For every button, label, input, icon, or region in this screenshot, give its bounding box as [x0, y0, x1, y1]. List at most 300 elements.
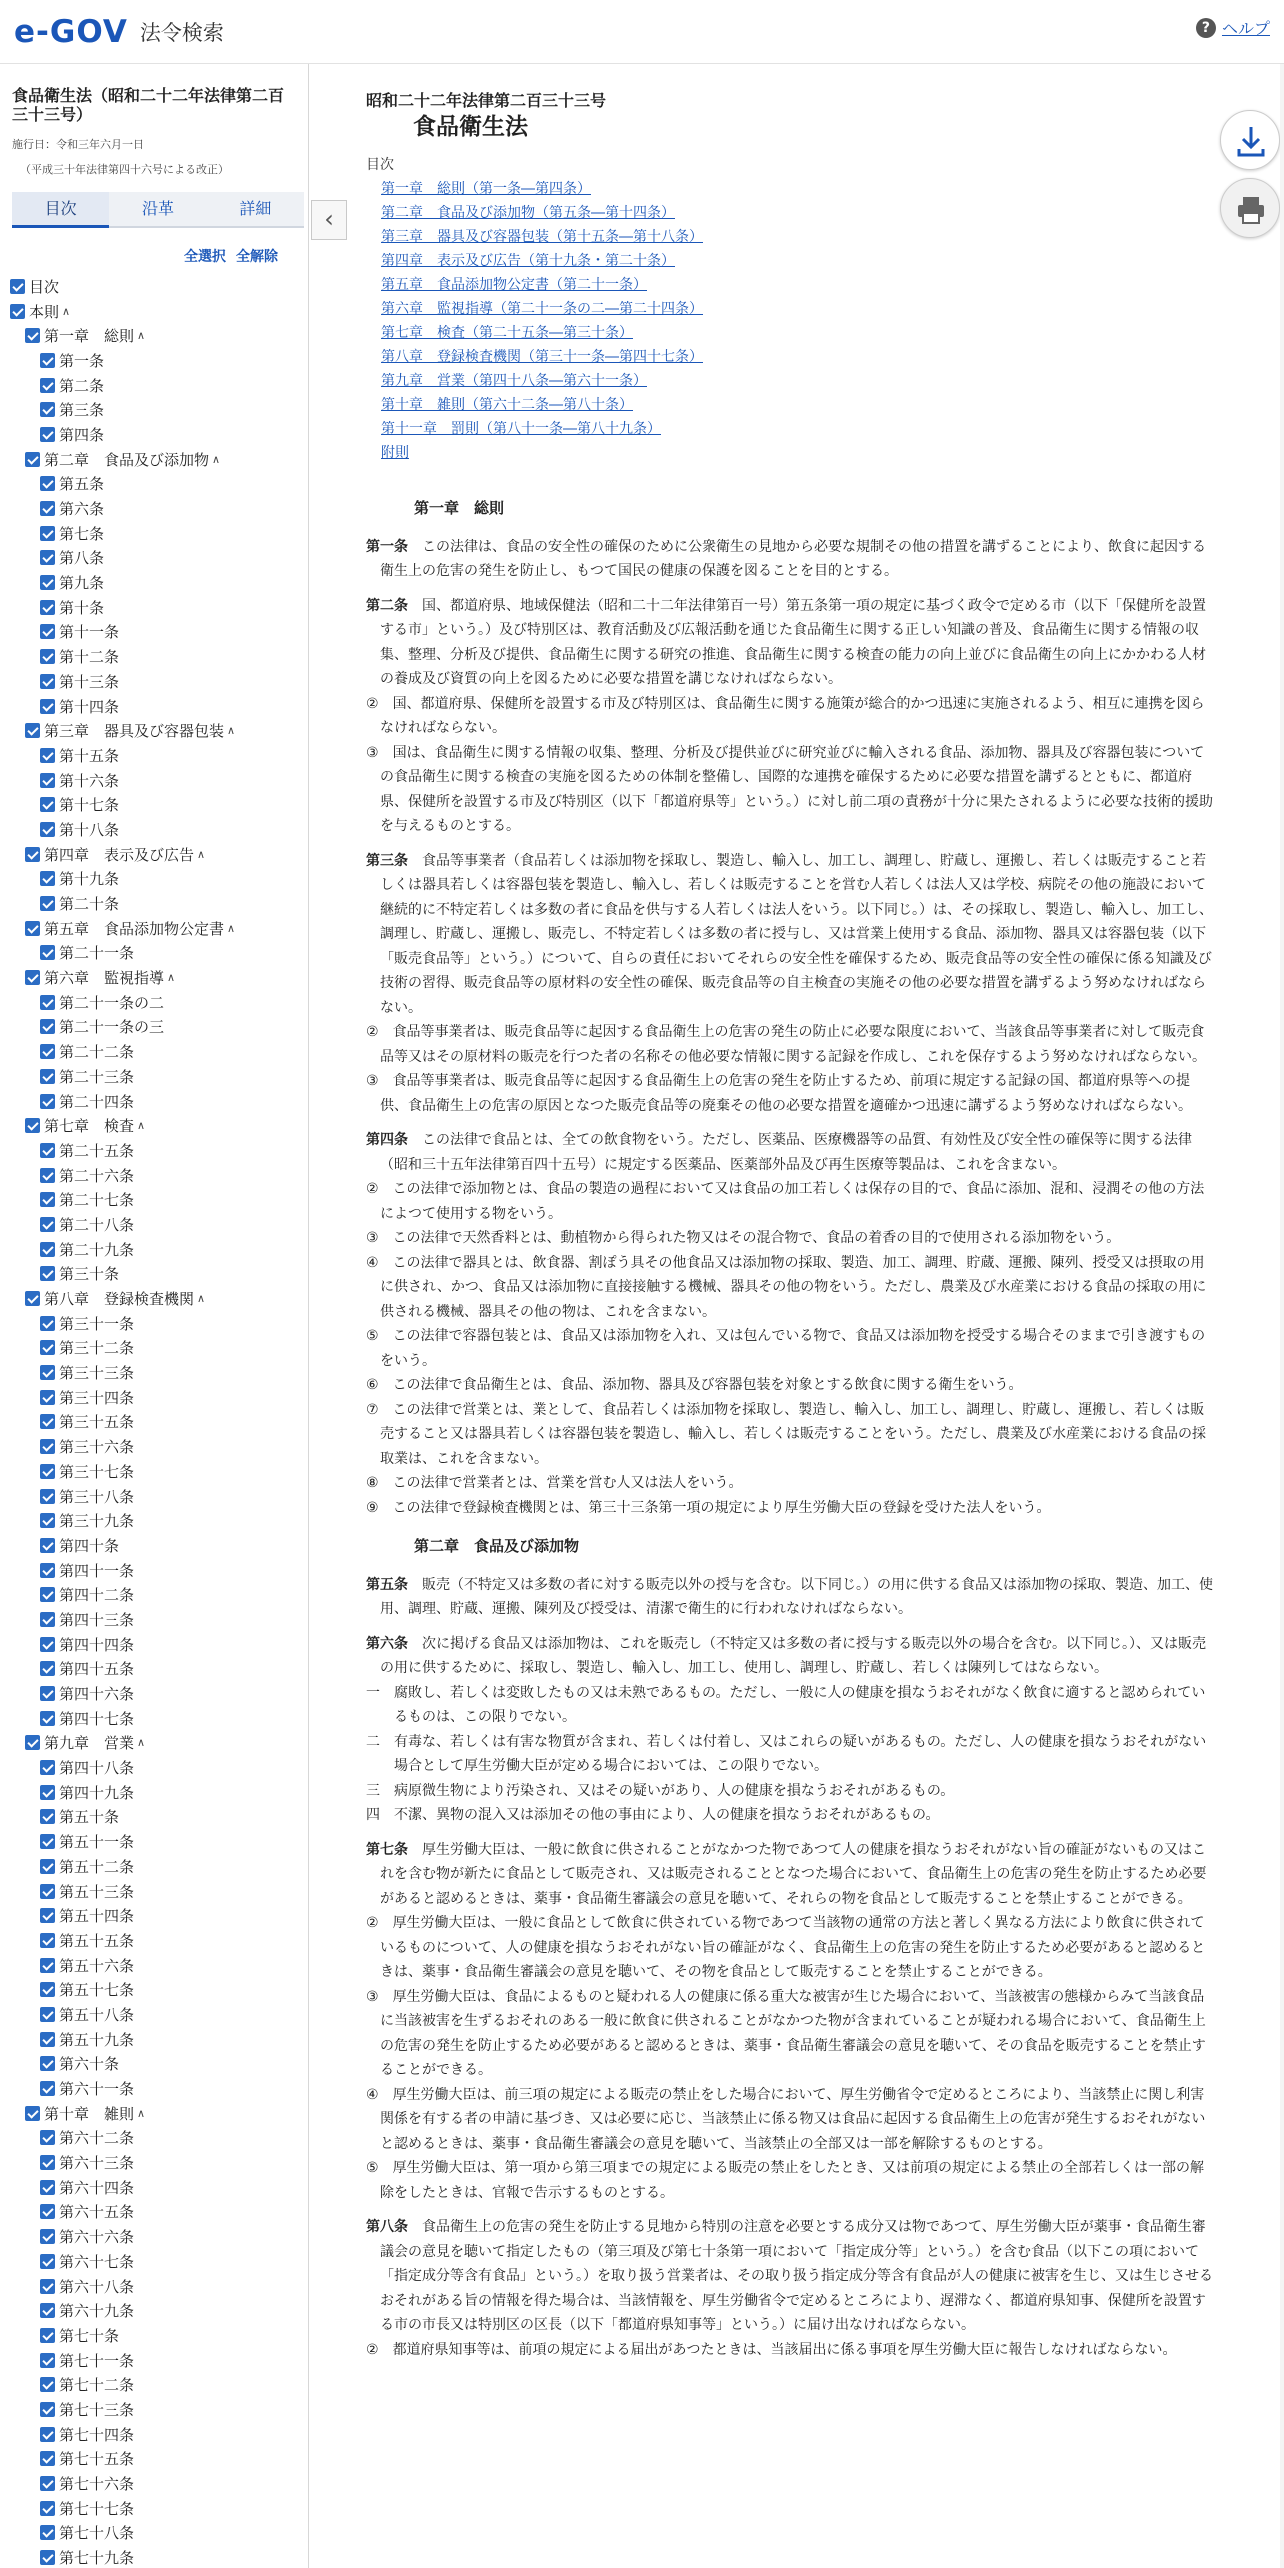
toc-item[interactable]	[10, 669, 305, 694]
checkbox[interactable]	[40, 1414, 55, 1429]
toc-item[interactable]	[10, 2002, 305, 2027]
checkbox[interactable]	[40, 2081, 55, 2096]
paragraph	[366, 2083, 1214, 2157]
chapter-heading: 第二章 食品及び添加物	[414, 1537, 580, 1555]
toc-item[interactable]	[10, 2076, 305, 2101]
toc-item[interactable]	[10, 595, 305, 620]
toc-label: 目次	[366, 157, 394, 173]
checkbox[interactable]	[40, 1859, 55, 1874]
checkbox[interactable]	[40, 699, 55, 714]
checkbox[interactable]	[40, 427, 55, 442]
checkbox[interactable]	[40, 773, 55, 788]
toc-item-label: 第十七条	[59, 796, 120, 815]
paragraph-text: 厚生労働大臣は、前三項の規定による販売の禁止をした場合において、厚生労働省令で定めるところにより、当該禁止に関し利害関係を有する者の申請に基づき、又は必要に応じ、当該禁止に係る物又は食品に起因する食品衛生上の危害が発生するおそれがないと認めるときは、薬事・食品衛生審議会の意見を聴いて、当該禁止の全部又は一部を解除するものとする。	[380, 2086, 1206, 2152]
toc-item[interactable]	[10, 570, 305, 595]
chapter-link[interactable]: 第一章 総則（第一条―第四条）	[381, 181, 591, 197]
checkbox[interactable]	[40, 1266, 55, 1281]
toc-item[interactable]	[10, 2274, 305, 2299]
toc-item[interactable]	[10, 1558, 305, 1583]
chapter-link[interactable]: 第八章 登録検査機関（第三十一条―第四十七条）	[381, 349, 703, 365]
paragraph-text: 有毒な、若しくは有害な物質が含まれ、若しくは付着し、又はこれらの疑いがあるもの。ただし、人の健康を損なうおそれがない場合として厚生労働大臣が定める場合においては、この限りでない。	[394, 1733, 1207, 1774]
checkbox[interactable]	[40, 378, 55, 393]
paragraph	[366, 1779, 1214, 1804]
checkbox[interactable]	[40, 1340, 55, 1355]
paragraph	[366, 1573, 1214, 1622]
paragraph	[366, 1496, 1214, 1521]
toc-item-label: 第六条	[59, 500, 105, 519]
article	[366, 535, 1214, 584]
checkbox[interactable]	[40, 550, 55, 565]
toc-item[interactable]	[10, 1755, 305, 1780]
toc-item-label: 第三十条	[59, 1265, 120, 1284]
toc-item[interactable]	[10, 2150, 305, 2175]
toc-item[interactable]	[10, 2323, 305, 2348]
toc-item[interactable]	[10, 1410, 305, 1435]
toc-item[interactable]	[10, 2200, 305, 2225]
checkbox[interactable]	[40, 2056, 55, 2071]
toc-item[interactable]	[10, 373, 305, 398]
toc-item[interactable]	[10, 472, 305, 497]
toc-item-label: 第六十四条	[59, 2178, 135, 2197]
enforcement-date: 施行日：令和三年六月一日	[12, 138, 144, 151]
paragraph	[366, 1177, 1214, 1226]
toc-item[interactable]	[10, 1508, 305, 1533]
toc-item-label: 第五十八条	[59, 2005, 135, 2024]
chapter-link[interactable]: 第九章 営業（第四十八条―第六十一条）	[381, 373, 647, 389]
checkbox[interactable]	[40, 2204, 55, 2219]
toc-item[interactable]	[10, 1163, 305, 1188]
toc-item[interactable]	[10, 1286, 305, 1311]
checkbox[interactable]	[40, 2377, 55, 2392]
chapter-link[interactable]: 第六章 監視指導（第二十一条の二―第二十四条）	[381, 301, 703, 317]
checkbox[interactable]	[40, 2525, 55, 2540]
toc-item[interactable]	[10, 2471, 305, 2496]
paragraph-number: 二	[366, 1733, 380, 1750]
checkbox[interactable]	[25, 847, 40, 862]
toc-item[interactable]	[10, 1706, 305, 1731]
checkbox[interactable]	[25, 1291, 40, 1306]
toc-item[interactable]	[10, 2521, 305, 2546]
chevron-up-icon[interactable]: ∧	[197, 847, 206, 861]
toc-item-label: 第二十四条	[59, 1092, 135, 1111]
paragraph-text: 食品等事業者（食品若しくは添加物を採取し、製造し、輸入し、加工し、調理し、貯蔵し、運搬し、若しくは販売すること若しくは器具若しくは容器包装を製造し、輸入し、若しくは販売することを営む人若しくは法人又は学校、病院その他の施設において継続的に不特定若しくは多数の者に食品を供与する人若しくは法人をいう。以下同じ。）は、その採取し、製造し、輸入し、加工し、調理し、貯蔵し、運搬し、販売し、不特定若しくは多数の者に授与し、又は営業上使用する食品、添加物、器具又は容器包装（以下「販売食品等」という。）について、自らの責任においてそれらの安全性を確保するため、販売食品等の安全性の確保に係る知識及び技術の習得、販売食品等の原材料の安全性の確保、販売食品等の自主検査の実施その他の必要な措置を講ずるよう努めなければならない。	[380, 852, 1213, 1016]
checkbox[interactable]	[10, 304, 25, 319]
toc-item[interactable]	[10, 1854, 305, 1879]
chevron-up-icon[interactable]: ∧	[137, 2106, 146, 2120]
toc-item[interactable]	[10, 2052, 305, 2077]
checkbox[interactable]	[40, 1069, 55, 1084]
toc-item[interactable]	[10, 2175, 305, 2200]
checkbox[interactable]	[40, 1489, 55, 1504]
checkbox[interactable]	[40, 674, 55, 689]
paragraph-number: ④	[366, 1254, 379, 1271]
paragraph	[366, 1226, 1214, 1251]
checkbox[interactable]	[40, 1637, 55, 1652]
toc-item[interactable]	[10, 644, 305, 669]
checkbox[interactable]	[40, 896, 55, 911]
toc-item[interactable]	[10, 1484, 305, 1509]
chevron-up-icon[interactable]: ∧	[227, 921, 236, 935]
chevron-up-icon[interactable]: ∧	[227, 724, 236, 738]
paragraph-number: ④	[366, 2086, 379, 2103]
toc-item[interactable]	[10, 546, 305, 571]
checkbox[interactable]	[40, 624, 55, 639]
sidebar	[0, 64, 309, 2568]
toc-item[interactable]	[10, 1731, 305, 1756]
toc-item-label: 第八条	[59, 549, 105, 568]
toc-item[interactable]	[10, 1953, 305, 1978]
chapter-link[interactable]: 第三章 器具及び容器包装（第十五条―第十八条）	[381, 229, 703, 245]
toc-item[interactable]	[10, 1607, 305, 1632]
toc-item[interactable]	[10, 2101, 305, 2126]
toc-item[interactable]	[10, 397, 305, 422]
toc-item[interactable]	[10, 1212, 305, 1237]
chapter-link[interactable]: 第四章 表示及び広告（第十九条・第二十条）	[381, 253, 675, 269]
paragraph	[366, 1471, 1214, 1496]
checkbox[interactable]	[40, 1464, 55, 1479]
toc-item[interactable]	[10, 299, 305, 324]
paragraph-number: 四	[366, 1807, 380, 1823]
chapter-link[interactable]: 第十一章 罰則（第八十一条―第八十九条）	[381, 421, 661, 437]
chevron-up-icon[interactable]: ∧	[62, 304, 71, 318]
toc-item-label: 第七十二条	[59, 2376, 135, 2395]
toc-item[interactable]	[10, 1064, 305, 1089]
checkbox[interactable]	[40, 2476, 55, 2491]
checkbox[interactable]	[40, 2427, 55, 2442]
toc-item-label: 第四十五条	[59, 1660, 135, 1679]
checkbox[interactable]	[40, 2279, 55, 2294]
chapter-link[interactable]: 第二章 食品及び添加物（第五条―第十四条）	[381, 205, 675, 221]
toc-item[interactable]	[10, 1434, 305, 1459]
toc-item[interactable]	[10, 1780, 305, 1805]
toc-item-label: 第六十一条	[59, 2080, 135, 2099]
checkbox[interactable]	[40, 1587, 55, 1602]
toc-item[interactable]	[10, 521, 305, 546]
toc-item-label: 第四十一条	[59, 1561, 135, 1580]
checkbox[interactable]	[40, 797, 55, 812]
checkbox[interactable]	[40, 1513, 55, 1528]
toc-item-label: 第五章 食品添加物公定書	[44, 919, 225, 938]
toc-item-label: 第二十九条	[59, 1240, 135, 1259]
checkbox[interactable]	[40, 748, 55, 763]
toc-item[interactable]	[10, 348, 305, 373]
checkbox[interactable]	[25, 970, 40, 985]
toc-item-label: 第二条	[59, 376, 105, 395]
chapter-link[interactable]: 第五章 食品添加物公定書（第二十一条）	[381, 277, 647, 293]
paragraph	[366, 1632, 1214, 1681]
toc-item[interactable]	[10, 1089, 305, 1114]
chapter-link[interactable]: 附則	[381, 445, 409, 461]
chevron-up-icon[interactable]: ∧	[197, 1292, 206, 1306]
checkbox[interactable]	[40, 2180, 55, 2195]
toc-item[interactable]	[10, 1928, 305, 1953]
egov-logo[interactable]	[14, 12, 224, 52]
toc-item-label: 第六十六条	[59, 2228, 135, 2247]
checkbox[interactable]	[40, 1933, 55, 1948]
checkbox[interactable]	[40, 2229, 55, 2244]
toc-item-label: 第六十九条	[59, 2302, 135, 2321]
toc-item[interactable]	[10, 941, 305, 966]
toc-item[interactable]	[10, 323, 305, 348]
checkbox[interactable]	[40, 1439, 55, 1454]
deselect-all-button[interactable]: 全解除	[236, 249, 278, 265]
toc-item-label: 第七十四条	[59, 2425, 135, 2444]
print-button[interactable]	[1220, 178, 1280, 238]
checkbox[interactable]	[40, 402, 55, 417]
toc-item[interactable]	[10, 867, 305, 892]
toc-item[interactable]	[10, 1657, 305, 1682]
toc-item[interactable]	[10, 274, 305, 299]
checkbox[interactable]	[40, 1192, 55, 1207]
toc-item[interactable]	[10, 2422, 305, 2447]
toc-item-label: 第三章 器具及び容器包装	[44, 722, 225, 741]
checkbox[interactable]	[40, 649, 55, 664]
select-all-button[interactable]: 全選択	[184, 249, 226, 265]
checkbox[interactable]	[40, 1711, 55, 1726]
checkbox[interactable]	[40, 1834, 55, 1849]
tab-details[interactable]: 詳細	[207, 192, 304, 228]
download-button[interactable]	[1220, 110, 1280, 170]
toc-item-label: 第四十九条	[59, 1783, 135, 1802]
checkbox[interactable]	[40, 1316, 55, 1331]
toc-item[interactable]	[10, 2348, 305, 2373]
toc-item-label: 第二十二条	[59, 1043, 135, 1062]
checkbox[interactable]	[40, 1143, 55, 1158]
paragraph	[366, 692, 1214, 741]
checkbox[interactable]	[40, 1760, 55, 1775]
toc-item[interactable]	[10, 743, 305, 768]
toc-item[interactable]	[10, 891, 305, 916]
chapter-toc	[381, 177, 703, 465]
help-label: ヘルプ	[1221, 19, 1270, 38]
toc-item[interactable]	[10, 1903, 305, 1928]
paragraph-text: 腐敗し、若しくは変敗したもの又は未熟であるもの。ただし、一般に人の健康を損なうおそれがなく飲食に適すると認められているものは、この限りでない。	[394, 1684, 1206, 1725]
checkbox[interactable]	[40, 501, 55, 516]
paragraph	[366, 535, 1214, 584]
paragraph-number: 第一条	[366, 538, 408, 555]
checkbox[interactable]	[25, 2106, 40, 2121]
chevron-left-icon: ‹	[324, 205, 334, 233]
toc-item-label: 第二十五条	[59, 1141, 135, 1160]
toc-item[interactable]	[10, 1533, 305, 1558]
paragraph-number: 三	[366, 1782, 380, 1799]
toc-item-label: 本則	[29, 302, 60, 321]
toc-item[interactable]	[10, 2249, 305, 2274]
toc-item[interactable]	[10, 792, 305, 817]
toc-item[interactable]	[10, 2545, 305, 2568]
checkbox[interactable]	[40, 1809, 55, 1824]
toc-item[interactable]	[10, 1262, 305, 1287]
tab-history[interactable]: 沿革	[109, 192, 206, 228]
toc-item-label: 第三十三条	[59, 1364, 135, 1383]
toc-item[interactable]	[10, 2298, 305, 2323]
tab-toc[interactable]: 目次	[12, 192, 109, 228]
toc-item[interactable]	[10, 1237, 305, 1262]
toc-item[interactable]	[10, 1459, 305, 1484]
toc-item-label: 第二十三条	[59, 1067, 135, 1086]
toc-item[interactable]	[10, 1977, 305, 2002]
toc-item[interactable]	[10, 1311, 305, 1336]
checkbox[interactable]	[40, 1982, 55, 1997]
toc-item-label: 第二十八条	[59, 1215, 135, 1234]
chevron-up-icon[interactable]: ∧	[137, 329, 146, 343]
toc-item[interactable]	[10, 2372, 305, 2397]
toc-item[interactable]	[10, 768, 305, 793]
paragraph-text: 食品衛生上の危害の発生を防止する見地から特別の注意を必要とする成分又は物であつて、厚生労働大臣が薬事・食品衛生審議会の意見を聴いて指定したもの（第三項及び第七十条第一項において「指定成分等」という。）を含む食品（以下この項において「指定成分等含有食品」という。）を取り扱う営業者は、その取り扱う指定成分等含有食品が人の健康に被害を生じ、又は生じさせるおそれがある旨の情報を得た場合は、当該情報を、厚生労働省令で定めるところにより、遅滞なく、都道府県知事、保健所を設置する市の市長又は特別区の区長（以下「都道府県知事等」という。）に届け出なければならない。	[380, 2219, 1213, 2333]
paragraph-text: 次に掲げる食品又は添加物は、これを販売し（不特定又は多数の者に授与する販売以外の場合を含む。以下同じ。）、又は販売の用に供するために、採取し、製造し、輸入し、加工し、使用し、調理し、貯蔵し、若しくは陳列してはならない。	[380, 1635, 1206, 1676]
article	[366, 1838, 1214, 2206]
help-link[interactable]	[1196, 16, 1270, 39]
toc-item-label: 第三十四条	[59, 1388, 135, 1407]
toc-item[interactable]	[10, 1829, 305, 1854]
checkbox[interactable]	[40, 1563, 55, 1578]
checkbox[interactable]	[40, 2254, 55, 2269]
checkbox[interactable]	[10, 279, 25, 294]
checkbox[interactable]	[40, 1538, 55, 1553]
checkbox[interactable]	[40, 1390, 55, 1405]
checkbox[interactable]	[40, 2550, 55, 2565]
checkbox[interactable]	[40, 1019, 55, 1034]
toc-item[interactable]	[10, 694, 305, 719]
checkbox[interactable]	[40, 1908, 55, 1923]
checkbox[interactable]	[40, 2402, 55, 2417]
checkbox[interactable]	[25, 328, 40, 343]
checkbox[interactable]	[40, 600, 55, 615]
paragraph	[366, 594, 1214, 692]
checkbox[interactable]	[25, 921, 40, 936]
checkbox[interactable]	[40, 2007, 55, 2022]
paragraph	[366, 1324, 1214, 1373]
paragraph-number: ③	[366, 1230, 379, 1246]
toc-item[interactable]	[10, 990, 305, 1015]
checkbox[interactable]	[40, 2032, 55, 2047]
checkbox[interactable]	[40, 2451, 55, 2466]
toc-item[interactable]	[10, 447, 305, 472]
checkbox[interactable]	[40, 1686, 55, 1701]
toc-item[interactable]	[10, 2224, 305, 2249]
collapse-sidebar-button[interactable]	[311, 200, 347, 240]
paragraph	[366, 849, 1214, 1021]
checkbox[interactable]	[40, 1168, 55, 1183]
toc-item-label: 第五十四条	[59, 1907, 135, 1926]
toc-item[interactable]	[10, 1632, 305, 1657]
article	[366, 1632, 1214, 1828]
checkbox[interactable]	[40, 476, 55, 491]
checkbox[interactable]	[40, 1958, 55, 1973]
checkbox[interactable]	[40, 1661, 55, 1676]
toc-item[interactable]	[10, 1039, 305, 1064]
chevron-up-icon[interactable]: ∧	[167, 971, 176, 985]
paragraph	[366, 1681, 1214, 1730]
toc-item-label: 第七章 検査	[44, 1117, 135, 1136]
toc-item[interactable]	[10, 1360, 305, 1385]
checkbox[interactable]	[40, 2353, 55, 2368]
toc-item[interactable]	[10, 718, 305, 743]
paragraph-number: ⑤	[366, 1328, 379, 1344]
checkbox[interactable]	[40, 871, 55, 886]
chevron-up-icon[interactable]: ∧	[212, 452, 221, 466]
toc-item-label: 第二十条	[59, 895, 120, 914]
checkbox[interactable]	[25, 723, 40, 738]
checkbox[interactable]	[40, 575, 55, 590]
checkbox[interactable]	[40, 1217, 55, 1232]
checkbox[interactable]	[40, 2501, 55, 2516]
toc-item[interactable]	[10, 620, 305, 645]
checkbox[interactable]	[40, 2303, 55, 2318]
checkbox[interactable]	[40, 1094, 55, 1109]
checkbox[interactable]	[25, 1735, 40, 1750]
scrollbar[interactable]	[1280, 64, 1284, 2568]
checkbox[interactable]	[40, 2130, 55, 2145]
toc-item[interactable]	[10, 2027, 305, 2052]
checkbox[interactable]	[40, 1044, 55, 1059]
checkbox[interactable]	[40, 995, 55, 1010]
toc-item[interactable]	[10, 2496, 305, 2521]
toc-item[interactable]	[10, 496, 305, 521]
toc-item[interactable]	[10, 1385, 305, 1410]
toc-item-label: 第五十二条	[59, 1857, 135, 1876]
checkbox[interactable]	[40, 526, 55, 541]
checkbox[interactable]	[40, 1242, 55, 1257]
toc-item[interactable]	[10, 1138, 305, 1163]
toc-item[interactable]	[10, 2126, 305, 2151]
toc-item-label: 目次	[29, 277, 60, 296]
toc-item-label: 第九条	[59, 574, 105, 593]
toc-item[interactable]	[10, 916, 305, 941]
checkbox[interactable]	[40, 2328, 55, 2343]
checkbox[interactable]	[40, 1785, 55, 1800]
toc-item[interactable]	[10, 2397, 305, 2422]
toc-item[interactable]	[10, 1681, 305, 1706]
toc-item[interactable]	[10, 965, 305, 990]
toc-item-label: 第六章 監視指導	[44, 969, 165, 988]
chevron-up-icon[interactable]: ∧	[137, 1736, 146, 1750]
paragraph-text: この法律で器具とは、飲食器、割ぽう具その他食品又は添加物の採取、製造、加工、調理、貯蔵、運搬、陳列、授受又は摂取の用に供され、かつ、食品又は添加物に直接接触する機械、器具その他の物をいう。ただし、農業及び水産業における食品の採取の用に供される機械、器具その他の物は、これを含まない。	[380, 1254, 1207, 1320]
toc-item[interactable]	[10, 2447, 305, 2472]
checkbox[interactable]	[40, 1365, 55, 1380]
toc-item[interactable]	[10, 1805, 305, 1830]
toc-item[interactable]	[10, 1879, 305, 1904]
toc-item[interactable]	[10, 1582, 305, 1607]
toc-item-label: 第一条	[59, 351, 105, 370]
toc-item[interactable]	[10, 422, 305, 447]
checkbox[interactable]	[25, 1118, 40, 1133]
toc-item-label: 第十二条	[59, 648, 120, 667]
checkbox[interactable]	[25, 452, 40, 467]
toc-item-label: 第四章 表示及び広告	[44, 845, 195, 864]
toc-item-label: 第九章 営業	[44, 1734, 135, 1753]
toc-item-label: 第六十二条	[59, 2129, 135, 2148]
checkbox[interactable]	[40, 2155, 55, 2170]
toc-item[interactable]	[10, 1113, 305, 1138]
paragraph-text: 都道府県知事等は、前項の規定による届出があつたときは、当該届出に係る事項を厚生労働大臣に報告しなければならない。	[392, 2341, 1177, 2358]
toc-item-label: 第三条	[59, 401, 105, 420]
checkbox[interactable]	[40, 822, 55, 837]
toc-item[interactable]	[10, 1336, 305, 1361]
chevron-up-icon[interactable]: ∧	[137, 1119, 146, 1133]
toc-item[interactable]	[10, 817, 305, 842]
toc-item-label: 第五十三条	[59, 1882, 135, 1901]
checkbox[interactable]	[40, 353, 55, 368]
checkbox[interactable]	[40, 1612, 55, 1627]
chapter-link[interactable]: 第七章 検査（第二十五条―第三十条）	[381, 325, 633, 341]
toc-item[interactable]	[10, 1015, 305, 1040]
checkbox[interactable]	[40, 1884, 55, 1899]
checkbox[interactable]	[40, 945, 55, 960]
toc-item[interactable]	[10, 1187, 305, 1212]
chapter-link[interactable]: 第十章 雑則（第六十二条―第八十条）	[381, 397, 633, 413]
toc-item[interactable]	[10, 842, 305, 867]
